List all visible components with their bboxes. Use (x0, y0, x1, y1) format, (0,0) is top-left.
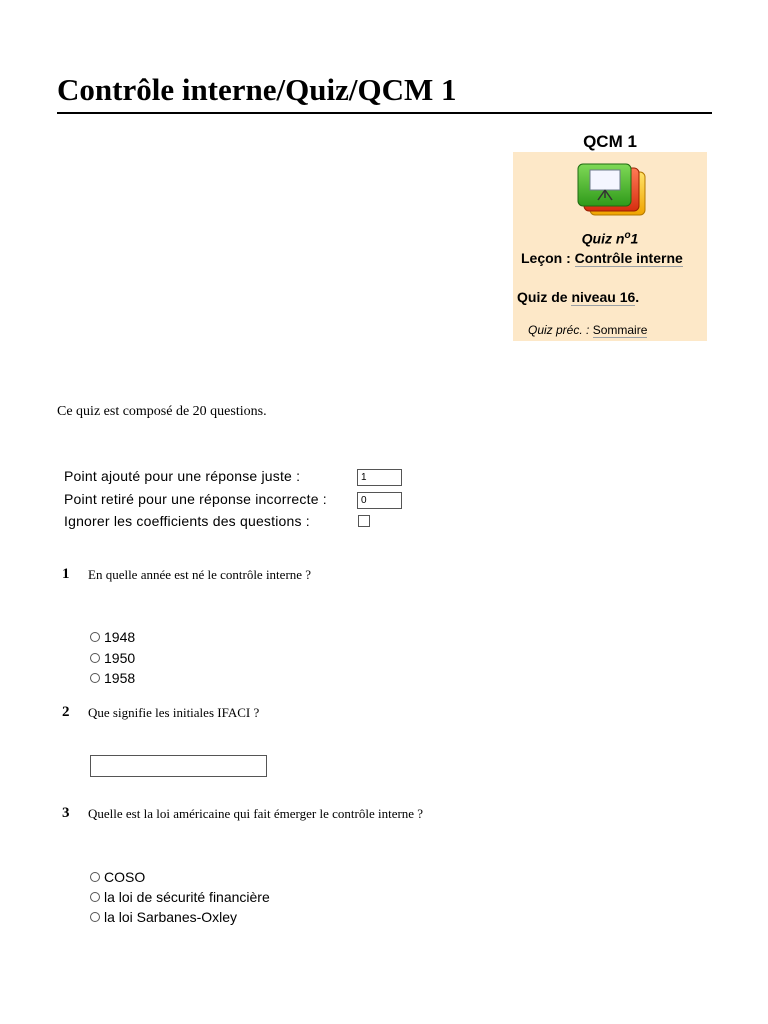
question-number: 2 (62, 704, 70, 720)
quiz-intro: Ce quiz est composé de 20 questions. (57, 404, 267, 419)
answer-option[interactable] (90, 869, 145, 885)
option-label: la loi Sarbanes-Oxley (104, 909, 238, 925)
ignore-coefficients-checkbox[interactable] (358, 515, 370, 527)
question-text: Quelle est la loi américaine qui fait émerger le contrôle interne ? (88, 806, 424, 821)
wrong-points-input[interactable] (357, 492, 402, 509)
radio-button[interactable] (90, 632, 100, 642)
page-title: Contrôle interne/Quiz/QCM 1 (57, 72, 457, 107)
option-label: 1950 (104, 650, 136, 666)
question-number: 1 (62, 566, 70, 582)
level-prefix: Quiz de (517, 289, 572, 305)
option-label: la loi de sécurité financière (104, 889, 270, 905)
ignore-coefficients-label: Ignorer les coefficients des questions : (64, 513, 310, 529)
radio-button[interactable] (90, 673, 100, 683)
option-label: 1948 (104, 629, 136, 645)
answer-option[interactable] (90, 650, 135, 666)
presentation-slides-icon (576, 162, 648, 218)
correct-points-input[interactable] (357, 469, 402, 486)
answer-text-input[interactable] (90, 755, 267, 777)
lesson-line (521, 250, 683, 266)
answer-option[interactable] (90, 629, 135, 645)
answer-option[interactable] (90, 909, 237, 925)
previous-quiz-label: Quiz préc. : (528, 323, 593, 337)
question-text: En quelle année est né le contrôle interne ? (88, 567, 312, 582)
previous-quiz-line (528, 323, 647, 337)
answer-option[interactable] (90, 670, 135, 686)
question-text: Que signifie les initiales IFACI ? (88, 705, 260, 720)
radio-button[interactable] (90, 653, 100, 663)
wrong-points-label: Point retiré pour une réponse incorrecte : (64, 491, 327, 507)
quiz-infobox (513, 152, 707, 341)
infobox-heading: QCM 1 (583, 132, 637, 151)
lesson-link[interactable]: Contrôle interne (574, 250, 683, 266)
answer-option[interactable] (90, 889, 270, 905)
correct-points-label: Point ajouté pour une réponse juste : (64, 468, 301, 484)
question-number: 3 (62, 805, 70, 821)
option-label: COSO (104, 869, 146, 885)
level-line (517, 289, 639, 305)
quiz-number: Quiz $n^o1$ (581, 230, 639, 247)
radio-button[interactable] (90, 872, 100, 882)
level-link[interactable]: niveau 16 (571, 289, 636, 305)
title-divider (57, 112, 712, 114)
option-label: 1958 (104, 670, 136, 686)
radio-button[interactable] (90, 892, 100, 902)
radio-button[interactable] (90, 912, 100, 922)
previous-quiz-link[interactable]: Sommaire (592, 323, 648, 337)
level-suffix: . (635, 289, 640, 305)
lesson-label: Leçon : (521, 250, 575, 266)
